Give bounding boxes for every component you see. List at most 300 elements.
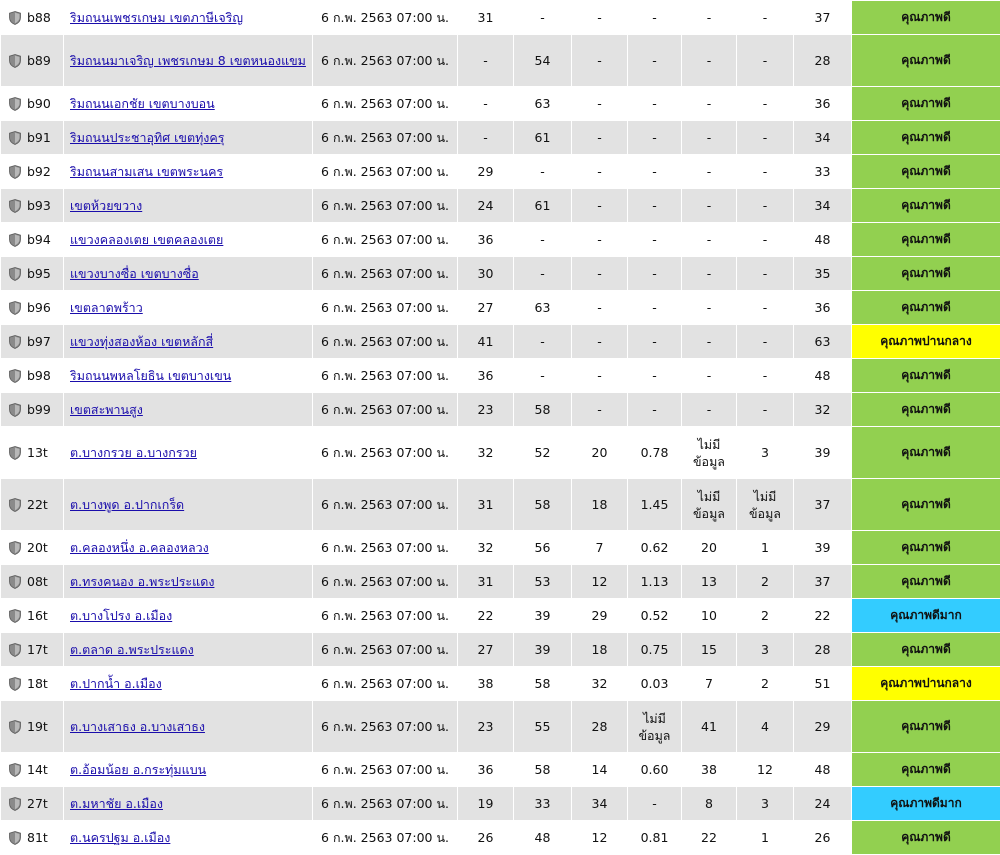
table-row (1, 821, 1000, 855)
aqi-value: 34 (794, 121, 852, 155)
value-4: - (628, 257, 682, 291)
quality-badge: คุณภาพดี (852, 565, 1000, 599)
value-5: - (682, 393, 737, 427)
value-3: - (572, 291, 628, 325)
station-name-link[interactable]: ริมถนนสามเสน เขตพระนคร (70, 163, 224, 179)
value-5: - (682, 87, 737, 121)
table-row (1, 359, 1000, 393)
measure-time: 6 ก.พ. 2563 07:00 น. (313, 189, 458, 223)
quality-badge: คุณภาพดี (852, 701, 1000, 753)
value-5: 22 (682, 821, 737, 855)
station-name-link[interactable]: ริมถนนพหลโยธิน เขตบางเขน (70, 367, 232, 383)
value-6: 2 (737, 599, 794, 633)
value-1: 19 (458, 787, 514, 821)
station-id: 27t (27, 796, 48, 811)
station-id: b98 (27, 368, 51, 383)
value-5: - (682, 223, 737, 257)
value-4: - (628, 35, 682, 87)
value-5: 38 (682, 753, 737, 787)
station-id-cell (1, 35, 64, 87)
value-1: 27 (458, 291, 514, 325)
value-5: 10 (682, 599, 737, 633)
value-5: - (682, 359, 737, 393)
value-2: 58 (514, 479, 572, 531)
shield-icon (9, 831, 21, 845)
value-5: 13 (682, 565, 737, 599)
station-id-cell (1, 393, 64, 427)
station-name-link[interactable]: ริมถนนประชาอุทิศ เขตทุ่งครุ (70, 129, 225, 145)
station-id: 18t (27, 676, 48, 691)
station-name-cell (64, 1, 313, 35)
station-name-cell (64, 427, 313, 479)
value-1: 41 (458, 325, 514, 359)
table-row (1, 565, 1000, 599)
aqi-value: 29 (794, 701, 852, 753)
quality-badge: คุณภาพดี (852, 35, 1000, 87)
table-row (1, 189, 1000, 223)
value-4: - (628, 87, 682, 121)
value-5: 15 (682, 633, 737, 667)
station-name-cell (64, 701, 313, 753)
value-2: - (514, 223, 572, 257)
value-5: 8 (682, 787, 737, 821)
station-id: 16t (27, 608, 48, 623)
station-name-cell (64, 531, 313, 565)
quality-badge: คุณภาพดี (852, 189, 1000, 223)
station-name-link[interactable]: แขวงคลองเตย เขตคลองเตย (70, 231, 224, 247)
shield-icon (9, 763, 21, 777)
station-id: b90 (27, 96, 51, 111)
station-name-cell (64, 393, 313, 427)
value-1: 24 (458, 189, 514, 223)
quality-badge: คุณภาพดี (852, 633, 1000, 667)
value-2: 52 (514, 427, 572, 479)
station-id-cell (1, 1, 64, 35)
value-2: 33 (514, 787, 572, 821)
quality-badge: คุณภาพดี (852, 821, 1000, 855)
station-name-cell (64, 479, 313, 531)
value-2: - (514, 155, 572, 189)
value-6: 3 (737, 427, 794, 479)
value-2: 48 (514, 821, 572, 855)
shield-icon (9, 541, 21, 555)
table-row (1, 701, 1000, 753)
value-5: - (682, 35, 737, 87)
station-id: b99 (27, 402, 51, 417)
station-id: 14t (27, 762, 48, 777)
table-row (1, 155, 1000, 189)
value-5: - (682, 257, 737, 291)
value-4: - (628, 1, 682, 35)
value-4: - (628, 325, 682, 359)
value-5: 20 (682, 531, 737, 565)
aqi-value: 33 (794, 155, 852, 189)
station-id: 13t (27, 445, 48, 460)
aqi-value: 26 (794, 821, 852, 855)
value-3: - (572, 121, 628, 155)
quality-badge: คุณภาพดี (852, 427, 1000, 479)
aqi-value: 32 (794, 393, 852, 427)
station-id-cell (1, 787, 64, 821)
value-6: - (737, 223, 794, 257)
measure-time: 6 ก.พ. 2563 07:00 น. (313, 753, 458, 787)
station-name-link[interactable]: ต.มหาชัย อ.เมือง (70, 795, 163, 811)
station-name-link[interactable]: ริมถนนเพชรเกษม เขตภาษีเจริญ (70, 9, 244, 25)
value-2: - (514, 257, 572, 291)
station-name-cell (64, 667, 313, 701)
table-row (1, 223, 1000, 257)
station-id: 08t (27, 574, 48, 589)
table-row (1, 35, 1000, 87)
station-id: b93 (27, 198, 51, 213)
value-3: 18 (572, 633, 628, 667)
shield-icon (9, 199, 21, 213)
table-row (1, 427, 1000, 479)
quality-badge: คุณภาพดี (852, 87, 1000, 121)
value-3: - (572, 1, 628, 35)
measure-time: 6 ก.พ. 2563 07:00 น. (313, 479, 458, 531)
quality-badge: คุณภาพดี (852, 359, 1000, 393)
value-1: 26 (458, 821, 514, 855)
value-2: 58 (514, 393, 572, 427)
measure-time: 6 ก.พ. 2563 07:00 น. (313, 565, 458, 599)
shield-icon (9, 609, 21, 623)
table-row (1, 121, 1000, 155)
shield-icon (9, 677, 21, 691)
value-3: 20 (572, 427, 628, 479)
measure-time: 6 ก.พ. 2563 07:00 น. (313, 257, 458, 291)
value-5: - (682, 121, 737, 155)
shield-icon (9, 11, 21, 25)
station-id: 17t (27, 642, 48, 657)
station-name-link[interactable]: ต.ปากน้ำ อ.เมือง (70, 675, 162, 691)
shield-icon (9, 797, 21, 811)
value-1: 31 (458, 479, 514, 531)
value-2: 61 (514, 189, 572, 223)
table-row (1, 753, 1000, 787)
value-6: - (737, 393, 794, 427)
value-3: 12 (572, 821, 628, 855)
station-id: b95 (27, 266, 51, 281)
station-name-link[interactable]: ต.อ้อมน้อย อ.กระทุ่มแบน (70, 761, 207, 777)
table-row (1, 787, 1000, 821)
value-3: - (572, 155, 628, 189)
aqi-value: 48 (794, 223, 852, 257)
station-id-cell (1, 753, 64, 787)
value-2: 55 (514, 701, 572, 753)
value-4: - (628, 189, 682, 223)
value-3: - (572, 257, 628, 291)
station-name-link[interactable]: ต.คลองหนึ่ง อ.คลองหลวง (70, 539, 209, 555)
measure-time: 6 ก.พ. 2563 07:00 น. (313, 427, 458, 479)
quality-badge: คุณภาพดี (852, 155, 1000, 189)
station-name-cell (64, 223, 313, 257)
measure-time: 6 ก.พ. 2563 07:00 น. (313, 821, 458, 855)
value-4: 0.52 (628, 599, 682, 633)
station-id: 20t (27, 540, 48, 555)
station-name-cell (64, 599, 313, 633)
aqi-value: 35 (794, 257, 852, 291)
aqi-value: 22 (794, 599, 852, 633)
measure-time: 6 ก.พ. 2563 07:00 น. (313, 325, 458, 359)
value-3: 28 (572, 701, 628, 753)
measure-time: 6 ก.พ. 2563 07:00 น. (313, 599, 458, 633)
value-4: - (628, 787, 682, 821)
value-6: - (737, 291, 794, 325)
aqi-value: 36 (794, 291, 852, 325)
quality-badge: คุณภาพดี (852, 1, 1000, 35)
value-1: 27 (458, 633, 514, 667)
aqi-value: 24 (794, 787, 852, 821)
station-name-link[interactable]: ริมถนนเอกชัย เขตบางบอน (70, 95, 215, 111)
aqi-value: 51 (794, 667, 852, 701)
station-name-cell (64, 325, 313, 359)
value-2: 61 (514, 121, 572, 155)
value-2: 53 (514, 565, 572, 599)
measure-time: 6 ก.พ. 2563 07:00 น. (313, 359, 458, 393)
value-3: - (572, 359, 628, 393)
value-1: 31 (458, 1, 514, 35)
value-4: 0.78 (628, 427, 682, 479)
station-name-cell (64, 565, 313, 599)
value-3: - (572, 87, 628, 121)
value-3: - (572, 189, 628, 223)
value-1: - (458, 35, 514, 87)
value-5: - (682, 155, 737, 189)
table-row (1, 633, 1000, 667)
station-id: b94 (27, 232, 51, 247)
value-1: 32 (458, 531, 514, 565)
value-1: 36 (458, 223, 514, 257)
value-4: - (628, 291, 682, 325)
value-6: - (737, 359, 794, 393)
table-row (1, 479, 1000, 531)
value-4: 0.81 (628, 821, 682, 855)
measure-time: 6 ก.พ. 2563 07:00 น. (313, 1, 458, 35)
shield-icon (9, 233, 21, 247)
value-1: 31 (458, 565, 514, 599)
table-row (1, 87, 1000, 121)
value-3: 7 (572, 531, 628, 565)
station-name-link[interactable]: ต.บางโปรง อ.เมือง (70, 607, 173, 623)
value-2: - (514, 1, 572, 35)
shield-icon (9, 720, 21, 734)
value-4: 1.45 (628, 479, 682, 531)
station-name-cell (64, 359, 313, 393)
value-5: - (682, 189, 737, 223)
value-1: 23 (458, 701, 514, 753)
value-6: - (737, 189, 794, 223)
station-id: b91 (27, 130, 51, 145)
station-name-cell (64, 291, 313, 325)
station-name-link[interactable]: ริมถนนมาเจริญ เพชรเกษม 8 เขตหนองแขม (70, 52, 306, 68)
shield-icon (9, 165, 21, 179)
value-6: - (737, 121, 794, 155)
value-4: 0.75 (628, 633, 682, 667)
station-id-cell (1, 667, 64, 701)
station-id-cell (1, 821, 64, 855)
station-name-link[interactable]: แขวงทุ่งสองห้อง เขตหลักสี่ (70, 333, 214, 349)
station-name-link[interactable]: ต.ทรงคนอง อ.พระประแดง (70, 573, 215, 589)
shield-icon (9, 498, 21, 512)
value-5: 41 (682, 701, 737, 753)
value-6: - (737, 87, 794, 121)
value-6: 2 (737, 667, 794, 701)
station-id-cell (1, 87, 64, 121)
value-3: - (572, 325, 628, 359)
table-row (1, 257, 1000, 291)
station-id: 22t (27, 497, 48, 512)
value-4: 1.13 (628, 565, 682, 599)
value-3: 12 (572, 565, 628, 599)
aqi-value: 39 (794, 427, 852, 479)
station-name-link[interactable]: ต.บางกรวย อ.บางกรวย (70, 444, 197, 460)
value-4: - (628, 121, 682, 155)
value-3: 29 (572, 599, 628, 633)
value-5: ไม่มี ข้อมูล (682, 479, 737, 531)
aqi-value: 28 (794, 633, 852, 667)
value-1: 22 (458, 599, 514, 633)
quality-badge: คุณภาพดี (852, 257, 1000, 291)
aqi-value: 37 (794, 565, 852, 599)
station-id-cell (1, 479, 64, 531)
station-id-cell (1, 633, 64, 667)
table-row (1, 291, 1000, 325)
value-6: 12 (737, 753, 794, 787)
value-6: - (737, 1, 794, 35)
station-name-link[interactable]: ต.บางพูด อ.ปากเกร็ด (70, 496, 185, 512)
station-name-cell (64, 787, 313, 821)
value-6: ไม่มี ข้อมูล (737, 479, 794, 531)
value-2: 54 (514, 35, 572, 87)
value-1: 32 (458, 427, 514, 479)
shield-icon (9, 54, 21, 68)
table-row (1, 531, 1000, 565)
aqi-value: 48 (794, 359, 852, 393)
shield-icon (9, 369, 21, 383)
measure-time: 6 ก.พ. 2563 07:00 น. (313, 87, 458, 121)
value-6: - (737, 325, 794, 359)
value-3: - (572, 35, 628, 87)
station-id-cell (1, 257, 64, 291)
value-5: - (682, 325, 737, 359)
quality-badge: คุณภาพดี (852, 121, 1000, 155)
aqi-value: 37 (794, 1, 852, 35)
station-id-cell (1, 565, 64, 599)
value-3: - (572, 393, 628, 427)
station-name-link[interactable]: เขตลาดพร้าว (70, 299, 143, 315)
value-3: 32 (572, 667, 628, 701)
station-id-cell (1, 121, 64, 155)
station-id-cell (1, 701, 64, 753)
value-1: - (458, 87, 514, 121)
measure-time: 6 ก.พ. 2563 07:00 น. (313, 701, 458, 753)
quality-badge: คุณภาพดี (852, 753, 1000, 787)
station-name-cell (64, 753, 313, 787)
value-4: - (628, 359, 682, 393)
value-2: - (514, 359, 572, 393)
value-3: - (572, 223, 628, 257)
aqi-value: 37 (794, 479, 852, 531)
measure-time: 6 ก.พ. 2563 07:00 น. (313, 393, 458, 427)
measure-time: 6 ก.พ. 2563 07:00 น. (313, 223, 458, 257)
value-4: ไม่มี ข้อมูล (628, 701, 682, 753)
value-5: 7 (682, 667, 737, 701)
value-3: 18 (572, 479, 628, 531)
value-2: 63 (514, 87, 572, 121)
value-4: - (628, 223, 682, 257)
value-2: 39 (514, 599, 572, 633)
station-id-cell (1, 325, 64, 359)
quality-badge: คุณภาพดี (852, 393, 1000, 427)
value-1: 36 (458, 359, 514, 393)
value-6: 3 (737, 633, 794, 667)
value-6: 1 (737, 821, 794, 855)
shield-icon (9, 97, 21, 111)
station-name-link[interactable]: ต.บางเสาธง อ.บางเสาธง (70, 718, 205, 734)
value-2: 58 (514, 667, 572, 701)
table-row (1, 393, 1000, 427)
quality-badge: คุณภาพดี (852, 479, 1000, 531)
station-name-link[interactable]: แขวงบางซื่อ เขตบางซื่อ (70, 265, 199, 281)
value-5: ไม่มี ข้อมูล (682, 427, 737, 479)
station-id-cell (1, 599, 64, 633)
station-id-cell (1, 189, 64, 223)
shield-icon (9, 643, 21, 657)
measure-time: 6 ก.พ. 2563 07:00 น. (313, 787, 458, 821)
aqi-value: 48 (794, 753, 852, 787)
value-6: 4 (737, 701, 794, 753)
station-name-link[interactable]: เขตห้วยขวาง (70, 197, 143, 213)
station-name-link[interactable]: ต.นครปฐม อ.เมือง (70, 829, 171, 845)
station-id: 81t (27, 830, 48, 845)
value-5: - (682, 1, 737, 35)
value-2: 63 (514, 291, 572, 325)
table-row (1, 667, 1000, 701)
value-6: 3 (737, 787, 794, 821)
value-2: - (514, 325, 572, 359)
quality-badge: คุณภาพดีมาก (852, 787, 1000, 821)
station-name-cell (64, 633, 313, 667)
measure-time: 6 ก.พ. 2563 07:00 น. (313, 155, 458, 189)
station-rows (1, 1, 1000, 855)
station-name-link[interactable]: ต.ตลาด อ.พระประแดง (70, 641, 194, 657)
station-id-cell (1, 359, 64, 393)
measure-time: 6 ก.พ. 2563 07:00 น. (313, 35, 458, 87)
value-5: - (682, 291, 737, 325)
station-id-cell (1, 223, 64, 257)
station-name-cell (64, 87, 313, 121)
station-id: 19t (27, 719, 48, 734)
shield-icon (9, 575, 21, 589)
station-name-cell (64, 257, 313, 291)
station-id: b97 (27, 334, 51, 349)
shield-icon (9, 131, 21, 145)
station-name-cell (64, 189, 313, 223)
value-6: 1 (737, 531, 794, 565)
measure-time: 6 ก.พ. 2563 07:00 น. (313, 667, 458, 701)
station-id: b96 (27, 300, 51, 315)
value-3: 14 (572, 753, 628, 787)
value-4: 0.62 (628, 531, 682, 565)
quality-badge: คุณภาพดีมาก (852, 599, 1000, 633)
station-id-cell (1, 531, 64, 565)
quality-badge: คุณภาพปานกลาง (852, 667, 1000, 701)
shield-icon (9, 446, 21, 460)
quality-badge: คุณภาพดี (852, 291, 1000, 325)
station-name-link[interactable]: เขตสะพานสูง (70, 401, 143, 417)
station-id: b92 (27, 164, 51, 179)
